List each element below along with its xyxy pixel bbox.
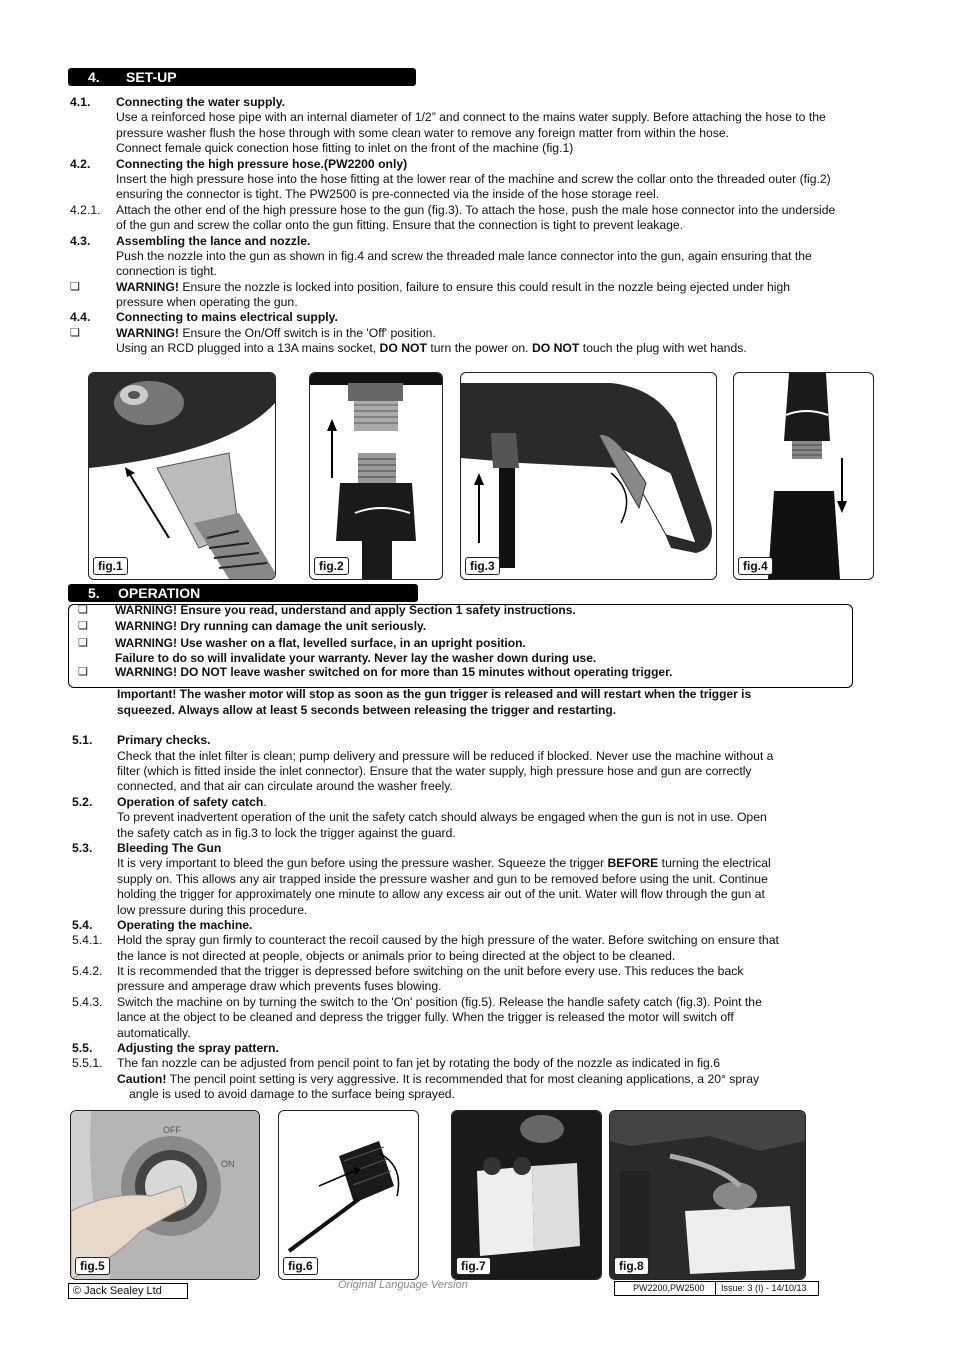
item-label: 4.4.	[70, 310, 91, 324]
warning-bullet-icon: ❏	[78, 620, 88, 632]
item-label: 5.3.	[72, 841, 93, 855]
item-label: 5.4.1.	[72, 933, 103, 947]
switch-off-mark: OFF	[163, 1125, 181, 1135]
item-heading: Adjusting the spray pattern.	[117, 1041, 279, 1055]
section-5-header	[68, 584, 418, 602]
warning-line: WARNING! Use washer on a flat, levelled surface, in an upright position.	[115, 636, 526, 650]
item-label: 5.5.1.	[72, 1056, 103, 1070]
section-title: SET-UP	[126, 69, 177, 85]
warning-label: WARNING!	[116, 280, 179, 294]
warning-line	[116, 280, 790, 295]
item-line: automatically.	[117, 1026, 191, 1040]
item-label: 4.2.	[70, 157, 91, 171]
model-number: PW2200,PW2500	[633, 1283, 705, 1293]
item-heading: Connecting to mains electrical supply.	[116, 310, 338, 324]
warning-bullet-icon: ❏	[78, 604, 88, 616]
item-line: pressure when operating the gun.	[116, 295, 298, 309]
item-label: 5.4.	[72, 918, 93, 932]
model-issue-box	[614, 1281, 819, 1296]
warning-bullet-icon: ❏	[70, 327, 80, 339]
item-heading: Assembling the lance and nozzle.	[116, 234, 311, 248]
item-line: Check that the inlet filter is clean; pump delivery and pressure will be reduced if blocked. Never use the machine without a	[117, 749, 774, 763]
caution-line: Caution! The pencil point setting is very aggressive. It is recommended that for most cleaning applications, a 20° spray	[117, 1072, 760, 1086]
section-number: 5.	[88, 585, 100, 601]
item-label: 4.1.	[70, 95, 91, 109]
item-line: Insert the high pressure hose into the hose fitting at the lower rear of the machine and screw the collar onto the threaded outer (fig.2)	[116, 172, 831, 186]
item-line: It is very important to bleed the gun before using the pressure washer. Squeeze the trigger BEFORE turning the electrical	[117, 856, 771, 870]
item-heading-line: Operation of safety catch.	[117, 795, 267, 809]
figure-4	[733, 372, 874, 580]
inlet-connector-illustration	[89, 373, 275, 579]
warning-bullet-icon: ❏	[78, 666, 88, 678]
warning-line: WARNING! DO NOT leave washer switched on for more than 15 minutes without operating trigger.	[115, 665, 673, 679]
figure-label: fig.6	[283, 1257, 318, 1275]
item-line: Use a reinforced hose pipe with an internal diameter of 1/2” and connect to the mains water supply. Before attaching the hose to the	[116, 110, 826, 124]
switch-on-mark: ON	[221, 1159, 235, 1169]
item-line: pressure and amperage draw which prevents fuses blowing.	[117, 979, 442, 993]
warning-bullet-icon: ❏	[78, 637, 88, 649]
item-line: To prevent inadvertent operation of the unit the safety catch should always be engaged when the gun is not in use. Open	[117, 810, 767, 824]
warning-line: Failure to do so will invalidate your warranty. Never lay the washer down during use.	[115, 651, 597, 665]
original-language-note: Original Language Version	[338, 1279, 468, 1291]
item-label: 4.2.1.	[70, 203, 101, 217]
warning-line: WARNING! Ensure you read, understand and apply Section 1 safety instructions.	[115, 603, 576, 617]
item-label: 5.2.	[72, 795, 93, 809]
item-label: 5.5.	[72, 1041, 93, 1055]
item-label: 5.4.3.	[72, 995, 103, 1009]
section-number: 4.	[88, 69, 100, 85]
item-line: Attach the other end of the high pressure hose to the gun (fig.3). To attach the hose, push the male hose connector into the underside	[116, 203, 836, 217]
figure-label: fig.8	[614, 1257, 649, 1275]
item-heading: Bleeding The Gun	[117, 841, 222, 855]
figure-label: fig.1	[93, 557, 128, 575]
issue-date: Issue: 3 (I) - 14/10/13	[721, 1283, 807, 1293]
item-line: It is recommended that the trigger is depressed before switching on the unit before every use. This reduces the back	[117, 964, 744, 978]
figure-label: fig.2	[314, 557, 349, 575]
item-line: The fan nozzle can be adjusted from pencil point to fan jet by rotating the body of the nozzle as indicated in fig.6	[117, 1056, 720, 1070]
item-heading: Primary checks.	[117, 733, 211, 747]
item-heading: Connecting the water supply.	[116, 95, 286, 109]
figure-1	[88, 372, 276, 580]
item-line: Switch the machine on by turning the switch to the 'On' position (fig.5). Release the handle safety catch (fig.3). Point the	[117, 995, 762, 1009]
item-label: 4.3.	[70, 234, 91, 248]
item-line: the lance is not directed at people, objects or animals prior to being directed at the object to be cleaned.	[117, 949, 676, 963]
warning-line	[116, 326, 436, 341]
important-note: squeezed. Always allow at least 5 seconds between releasing the trigger and restarting.	[117, 703, 617, 717]
figure-5	[70, 1110, 260, 1280]
item-label: 5.1.	[72, 733, 93, 747]
figure-6	[278, 1110, 419, 1280]
section-title: OPERATION	[118, 585, 201, 601]
warning-bullet-icon: ❏	[70, 281, 80, 293]
figure-8	[609, 1110, 806, 1280]
item-line: filter (which is fitted inside the inlet connector). Ensure that the water supply, high pressure hose and gun are correctly	[117, 764, 752, 778]
item-line: Push the nozzle into the gun as shown in fig.4 and screw the threaded male lance connector into the gun, again ensuring that the	[116, 249, 812, 263]
item-label: 5.4.2.	[72, 964, 103, 978]
warning-label: WARNING!	[116, 326, 179, 340]
item-line: lance at the object to be cleaned and depress the trigger fully. When the trigger is released the motor will switch off	[117, 1010, 734, 1024]
fan-nozzle-illustration	[279, 1111, 418, 1279]
figure-label: fig.4	[738, 557, 773, 575]
nozzle-lance-illustration	[734, 373, 873, 579]
item-line: Connect female quick conection hose fitting to inlet on the front of the machine (fig.1)	[116, 141, 574, 155]
spray-gun-illustration	[461, 373, 716, 579]
item-line: connection is tight.	[116, 264, 217, 278]
important-note: Important! The washer motor will stop as soon as the gun trigger is released and will restart when the trigger is	[117, 687, 752, 701]
detergent-tank-illustration	[452, 1111, 601, 1279]
item-line: Hold the spray gun firmly to counteract the recoil caused by the high pressure of the water. Before switching on ensure that	[117, 933, 779, 947]
copyright: © Jack Sealey Ltd	[68, 1283, 188, 1299]
figure-label: fig.3	[465, 557, 500, 575]
section-4-header	[68, 68, 416, 86]
model-divider	[715, 1282, 716, 1295]
item-line: ensuring the connector is tight. The PW2500 is pre-connected via the inside of the hose storage reel.	[116, 187, 660, 201]
figure-label: fig.5	[75, 1257, 110, 1275]
item-line: the safety catch as in fig.3 to lock the trigger against the guard.	[117, 826, 456, 840]
figure-label: fig.7	[456, 1257, 491, 1275]
item-heading: Connecting the high pressure hose.(PW2200 only)	[116, 157, 408, 171]
warning-text: Ensure the On/Off switch is in the 'Off' position.	[178, 326, 436, 340]
item-line: holding the trigger for approximately one minute to allow any excess air out of the unit. Water will flow through the gun at	[117, 887, 765, 901]
item-line: supply on. This allows any air trapped inside the pressure washer and gun to be removed before using the unit. Continue	[117, 872, 768, 886]
item-line: of the gun and screw the collar onto the gun fitting. Ensure that the connection is tight to prevent leakage.	[116, 218, 684, 232]
item-line: pressure washer flush the hose through with some clean water to remove any foreign matter from within the hose.	[116, 126, 730, 140]
item-line: low pressure during this procedure.	[117, 903, 308, 917]
item-heading: Operating the machine.	[117, 918, 253, 932]
rcd-line: Using an RCD plugged into a 13A mains socket, DO NOT turn the power on. DO NOT touch the plug with wet hands.	[116, 341, 747, 355]
warning-text: Ensure the nozzle is locked into position, failure to ensure this could result in the nozzle being ejected under high	[178, 280, 791, 294]
figure-7	[451, 1110, 602, 1280]
figure-3	[460, 372, 717, 580]
high-pressure-hose-illustration	[310, 373, 442, 579]
figure-2	[309, 372, 443, 580]
on-off-switch-illustration	[71, 1111, 259, 1279]
detergent-bottle-illustration	[610, 1111, 805, 1279]
item-line: connected, and that air can circulate around the washer freely.	[117, 779, 453, 793]
caution-line: angle is used to avoid damage to the surface being sprayed.	[129, 1087, 455, 1101]
warning-line: WARNING! Dry running can damage the unit seriously.	[115, 619, 427, 633]
